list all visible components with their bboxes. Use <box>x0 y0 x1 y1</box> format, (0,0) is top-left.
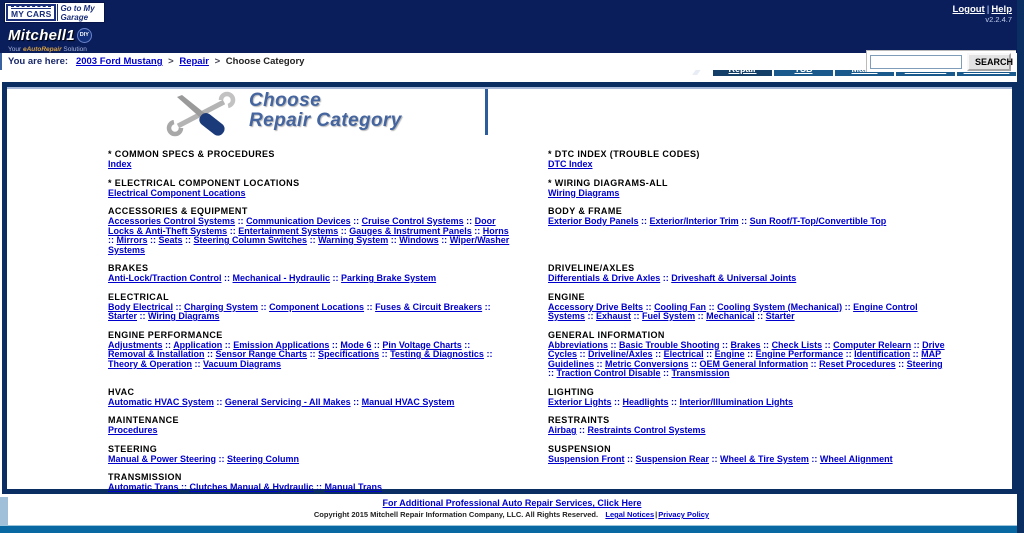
link-separator: :: <box>329 339 341 350</box>
category-links <box>108 398 510 408</box>
category-heading: HVAC <box>108 386 135 397</box>
link-separator: :: <box>483 349 493 359</box>
category-link[interactable]: Starter <box>108 311 138 321</box>
category-link[interactable]: Warning System <box>318 235 389 245</box>
category-link[interactable]: Wiper/Washer Systems <box>108 235 510 255</box>
category-heading: LIGHTING <box>548 386 595 397</box>
category-link[interactable]: Manual & Power Steering <box>108 453 217 464</box>
category-heading: ENGINE <box>548 291 585 302</box>
brand-tagline: Your eAutoRepair Solution <box>8 46 87 53</box>
category-link[interactable]: Specifications <box>318 349 380 359</box>
category-link[interactable]: Application <box>173 339 223 350</box>
category-link[interactable]: Mechanical - Hydraulic <box>232 273 331 283</box>
category-link[interactable]: Engine Control Systems <box>548 301 918 321</box>
category-link[interactable]: Automatic Trans <box>108 482 179 492</box>
link-separator: :: <box>611 396 623 407</box>
category-link[interactable]: Testing & Diagnostics <box>390 349 484 359</box>
link-separator: :: <box>258 301 270 312</box>
search-input[interactable] <box>870 55 962 69</box>
category-link[interactable]: Fuses & Circuit Breakers <box>375 301 483 312</box>
category-link[interactable]: Exterior/Interior Trim <box>649 216 739 226</box>
breadcrumb-vehicle-link[interactable]: 2003 Ford Mustang <box>75 56 163 67</box>
link-separator: :: <box>108 235 117 245</box>
category-heading: MAINTENANCE <box>108 415 179 425</box>
category-heading: GENERAL INFORMATION <box>548 329 665 340</box>
category-link[interactable]: Sensor Range Charts <box>215 349 308 359</box>
page-title <box>249 91 402 131</box>
category-section <box>548 263 946 284</box>
link-separator: :: <box>204 349 216 359</box>
link-separator: :: <box>638 216 650 226</box>
link-separator: :: <box>738 216 750 226</box>
category-link[interactable]: Windows <box>399 235 439 245</box>
category-link[interactable]: MAP Guidelines <box>548 349 942 369</box>
link-separator: :: <box>364 301 376 312</box>
link-separator: :: <box>760 339 772 350</box>
link-separator: :: <box>227 225 239 236</box>
link-separator: :: <box>482 301 491 312</box>
category-grid <box>108 149 946 493</box>
category-section <box>108 472 510 493</box>
link-separator: :: <box>313 482 325 492</box>
category-link[interactable]: Restraints Control Systems <box>587 425 706 435</box>
category-link[interactable]: DTC Index <box>548 159 593 169</box>
link-separator: :: <box>688 358 700 369</box>
link-separator: :: <box>843 349 855 359</box>
category-link[interactable]: Electrical <box>663 349 704 359</box>
go-to-my-garage-button[interactable] <box>4 2 105 23</box>
category-link[interactable]: Exterior Body Panels <box>548 216 639 226</box>
logo-nav-bar <box>0 24 1024 53</box>
category-section <box>108 387 510 408</box>
link-separator: :: <box>709 453 721 464</box>
category-links <box>548 160 946 170</box>
category-link[interactable]: Door Locks & Anti-Theft Systems <box>108 216 496 236</box>
category-link[interactable]: Accessory Drive Belts <box>548 301 644 312</box>
link-separator: :: <box>350 396 362 407</box>
category-link[interactable]: Entertainment Systems <box>238 225 339 236</box>
category-link[interactable]: Steering <box>906 358 943 369</box>
link-separator: :: <box>695 311 707 321</box>
category-link[interactable]: Cooling Fan <box>654 301 707 312</box>
category-heading: * ELECTRICAL COMPONENT LOCATIONS <box>108 177 300 188</box>
link-separator: :: <box>548 368 557 378</box>
category-links <box>108 341 510 370</box>
category-link[interactable]: Abbreviations <box>548 339 609 350</box>
category-link[interactable]: Emission Applications <box>233 339 330 350</box>
breadcrumb-separator: > <box>214 56 221 67</box>
category-links <box>108 274 510 284</box>
category-section <box>108 263 510 284</box>
category-link[interactable]: Interior/Illumination Lights <box>679 396 794 407</box>
category-section <box>548 330 946 379</box>
link-separator: :: <box>585 311 597 321</box>
link-separator: :: <box>703 349 715 359</box>
category-links <box>108 426 510 436</box>
category-link[interactable]: OEM General Information <box>699 358 809 369</box>
category-section <box>108 292 510 322</box>
category-section <box>108 178 510 199</box>
link-separator: :: <box>213 396 225 407</box>
category-heading: STEERING <box>108 443 158 454</box>
category-link[interactable]: Steering Column Switches <box>193 235 308 245</box>
category-link[interactable]: Basic Trouble Shooting <box>619 339 720 350</box>
category-heading: * DTC INDEX (TROUBLE CODES) <box>548 149 700 159</box>
link-separator: :: <box>808 358 820 369</box>
category-links <box>108 303 510 322</box>
category-link[interactable]: Electrical Component Locations <box>108 187 246 198</box>
category-heading: BODY & FRAME <box>548 206 623 216</box>
link-separator: :: <box>911 339 923 350</box>
category-link[interactable]: Exhaust <box>596 311 632 321</box>
link-separator: :: <box>173 301 185 312</box>
category-link[interactable]: Cruise Control Systems <box>361 216 464 226</box>
link-separator: :: <box>719 339 731 350</box>
link-separator: :: <box>808 453 820 464</box>
category-link[interactable]: Theory & Operation <box>108 358 193 369</box>
category-link[interactable]: Computer Relearn <box>833 339 912 350</box>
category-section <box>548 444 946 465</box>
link-separator: :: <box>182 235 194 245</box>
category-link[interactable]: Wheel & Tire System <box>720 453 809 464</box>
diy-badge-icon: DIY <box>77 28 92 43</box>
category-link[interactable]: Charging System <box>184 301 259 312</box>
category-link[interactable]: Identification <box>854 349 911 359</box>
link-separator: :: <box>822 339 834 350</box>
category-link[interactable]: Traction Control Disable <box>556 368 661 378</box>
link-separator: :: <box>652 349 664 359</box>
category-link[interactable]: Vacuum Diagrams <box>203 358 282 369</box>
link-separator: :: <box>216 453 228 464</box>
link-separator: :: <box>895 358 907 369</box>
category-link[interactable]: Accessories Control Systems <box>108 216 236 226</box>
category-link[interactable]: Procedures <box>108 425 158 435</box>
footer <box>0 494 1024 525</box>
category-heading: * WIRING DIAGRAMS-ALL <box>548 177 668 188</box>
category-links <box>108 483 510 493</box>
category-section <box>548 149 946 170</box>
link-separator: :: <box>754 311 766 321</box>
category-link[interactable]: Adjustments <box>108 339 163 350</box>
link-separator: :: <box>350 216 362 226</box>
link-separator: :: <box>221 273 233 283</box>
category-link[interactable]: Steering Column <box>227 453 300 464</box>
breadcrumb-current: Choose Category <box>225 56 305 67</box>
link-separator: :: <box>461 339 471 350</box>
category-links <box>548 189 946 199</box>
footer-divider: | <box>655 510 658 519</box>
additional-services-link[interactable]: For Additional Professional Auto Repair Services, Click Here <box>382 498 642 508</box>
link-separator: :: <box>463 216 475 226</box>
category-link[interactable]: Manual HVAC System <box>361 396 455 407</box>
privacy-policy-link[interactable]: Privacy Policy <box>658 510 710 519</box>
category-heading: * COMMON SPECS & PROCEDURES <box>108 149 275 159</box>
category-section <box>108 415 510 436</box>
link-separator: :: <box>643 301 655 312</box>
category-heading: DRIVELINE/AXLES <box>548 263 635 273</box>
my-cars-label: MY CARS <box>11 9 52 19</box>
category-links <box>108 455 510 465</box>
search-panel <box>866 50 1016 72</box>
category-link[interactable]: Anti-Lock/Traction Control <box>108 273 222 283</box>
category-link[interactable]: Drive Cycles <box>548 339 945 359</box>
page-title-line2: Repair Category <box>249 110 402 131</box>
mitchell1-logo-text: Mitchell1 <box>8 27 75 44</box>
category-section <box>108 149 510 170</box>
link-separator: :: <box>624 453 636 464</box>
category-link[interactable]: Fuel System <box>642 311 696 321</box>
link-separator: :: <box>379 349 391 359</box>
copyright-text: Copyright 2015 Mitchell Repair Information Company, LLC. All Rights Reserved. <box>313 510 599 519</box>
category-link[interactable]: Index <box>108 159 132 169</box>
category-link[interactable]: Driveshaft & Universal Joints <box>671 273 797 283</box>
link-separator: :: <box>668 396 680 407</box>
category-link[interactable]: Engine Performance <box>755 349 844 359</box>
category-section <box>108 330 510 379</box>
category-link[interactable]: Differentials & Drive Axles <box>548 273 661 283</box>
right-frame <box>1017 0 1024 533</box>
category-link[interactable]: General Servicing - All Makes <box>224 396 351 407</box>
accent-line <box>7 87 1012 89</box>
tagline-emphasis: eAutoRepair <box>22 46 62 53</box>
category-link[interactable]: Manual Trans <box>324 482 383 492</box>
category-links <box>548 274 946 284</box>
link-separator: :: <box>388 235 400 245</box>
link-separator: :: <box>371 339 383 350</box>
category-section <box>548 206 946 255</box>
category-link[interactable]: Driveline/Axles <box>588 349 653 359</box>
link-separator: :: <box>594 358 606 369</box>
category-link[interactable]: Sun Roof/T-Top/Convertible Top <box>749 216 887 226</box>
link-separator: :: <box>235 216 247 226</box>
header-divider-bar <box>485 89 488 135</box>
category-link[interactable]: Suspension Rear <box>635 453 710 464</box>
my-cars-plate-icon <box>6 4 56 21</box>
link-separator: :: <box>842 301 854 312</box>
category-link[interactable]: Suspension Front <box>548 453 625 464</box>
help-link[interactable]: Help <box>991 4 1012 15</box>
link-separator: :: <box>178 482 190 492</box>
link-separator: :: <box>744 349 756 359</box>
category-links <box>108 189 510 199</box>
link-separator: :: <box>471 225 483 236</box>
category-heading: BRAKES <box>108 263 149 273</box>
category-link[interactable]: Reset Procedures <box>819 358 896 369</box>
link-separator: :: <box>706 301 718 312</box>
link-separator: :: <box>147 235 159 245</box>
category-link[interactable]: Airbag <box>548 425 577 435</box>
category-section <box>108 444 510 465</box>
category-link[interactable]: Brakes <box>730 339 761 350</box>
category-link[interactable]: Automatic HVAC System <box>108 396 214 407</box>
category-links <box>548 217 946 227</box>
category-link[interactable]: Metric Conversions <box>605 358 689 369</box>
logout-link[interactable]: Logout <box>952 4 985 15</box>
category-link[interactable]: Gauges & Instrument Panels <box>349 225 472 236</box>
link-separator: :: <box>910 349 922 359</box>
category-link[interactable]: Component Locations <box>269 301 365 312</box>
link-divider: | <box>986 4 990 15</box>
category-links <box>548 341 946 379</box>
link-separator: :: <box>438 235 450 245</box>
link-separator: :: <box>338 225 350 236</box>
garage-button-label: Go to My Garage <box>57 4 103 21</box>
category-link[interactable]: Cooling System (Mechanical) <box>717 301 843 312</box>
category-link[interactable]: Pin Voltage Charts <box>382 339 462 350</box>
session-links <box>953 4 1012 15</box>
category-links <box>548 398 946 408</box>
category-links <box>548 303 946 322</box>
link-separator: :: <box>608 339 620 350</box>
category-link[interactable]: Exterior Lights <box>548 396 612 407</box>
category-section <box>108 206 510 255</box>
version-label: v2.2.4.7 <box>985 15 1012 24</box>
category-link[interactable]: Mode 6 <box>340 339 372 350</box>
link-separator: :: <box>137 311 149 321</box>
category-link[interactable]: Removal & Installation <box>108 349 205 359</box>
page-header <box>165 91 402 144</box>
breadcrumb-prefix: You are here: <box>8 56 69 67</box>
category-link[interactable]: Mechanical <box>706 311 755 321</box>
legal-notices-link[interactable]: Legal Notices <box>605 510 655 519</box>
category-link[interactable]: Wiring Diagrams <box>148 311 220 321</box>
link-separator: :: <box>307 235 319 245</box>
bottom-bar <box>0 525 1024 533</box>
footer-edge-band <box>0 497 8 525</box>
page-title-line1: Choose <box>249 90 322 111</box>
link-separator: :: <box>330 273 342 283</box>
breadcrumb-repair-link[interactable]: Repair <box>179 56 209 67</box>
link-separator: :: <box>307 349 319 359</box>
link-separator: :: <box>192 358 204 369</box>
category-link[interactable]: Body Electrical <box>108 301 174 312</box>
link-separator: :: <box>660 273 672 283</box>
category-links <box>548 426 946 436</box>
link-separator: :: <box>577 349 589 359</box>
category-heading: TRANSMISSION <box>108 472 182 482</box>
category-section <box>548 178 946 199</box>
category-link[interactable]: Clutches Manual & Hydraulic <box>189 482 314 492</box>
category-heading: RESTRAINTS <box>548 415 610 425</box>
category-section <box>548 292 946 322</box>
breadcrumb-separator: > <box>168 56 174 67</box>
top-bar <box>0 0 1024 24</box>
category-link[interactable]: Starter <box>765 311 795 321</box>
category-section <box>548 387 946 408</box>
link-separator: :: <box>660 368 672 378</box>
link-separator: :: <box>222 339 234 350</box>
brand-logo <box>8 27 92 53</box>
link-separator: :: <box>576 425 588 435</box>
category-link[interactable]: Parking Brake System <box>341 273 437 283</box>
category-heading: ACCESSORIES & EQUIPMENT <box>108 206 248 216</box>
category-link[interactable]: Transmission <box>671 368 730 378</box>
link-separator: :: <box>631 311 643 321</box>
category-heading: SUSPENSION <box>548 443 612 454</box>
category-link[interactable]: Wheel Alignment <box>819 453 893 464</box>
category-link[interactable]: Headlights <box>622 396 669 407</box>
category-links <box>548 455 946 465</box>
link-separator: :: <box>162 339 174 350</box>
category-link[interactable]: Wiring Diagrams <box>548 187 620 198</box>
category-link[interactable]: Communication Devices <box>246 216 351 226</box>
crossed-tools-icon <box>165 91 237 144</box>
category-heading: ENGINE PERFORMANCE <box>108 329 223 340</box>
category-links <box>108 160 510 170</box>
copyright-line <box>0 510 1024 519</box>
category-links <box>108 217 510 255</box>
category-link[interactable]: Engine <box>714 349 745 359</box>
category-link[interactable]: Horns <box>482 225 509 236</box>
category-section <box>548 472 946 493</box>
category-heading: ELECTRICAL <box>108 291 169 302</box>
category-link[interactable]: Mirrors <box>116 235 148 245</box>
category-link[interactable]: Seats <box>158 235 183 245</box>
search-button[interactable]: SEARCH <box>967 53 1011 71</box>
category-link[interactable]: Check Lists <box>771 339 823 350</box>
main-content <box>2 82 1017 494</box>
category-section <box>548 415 946 436</box>
